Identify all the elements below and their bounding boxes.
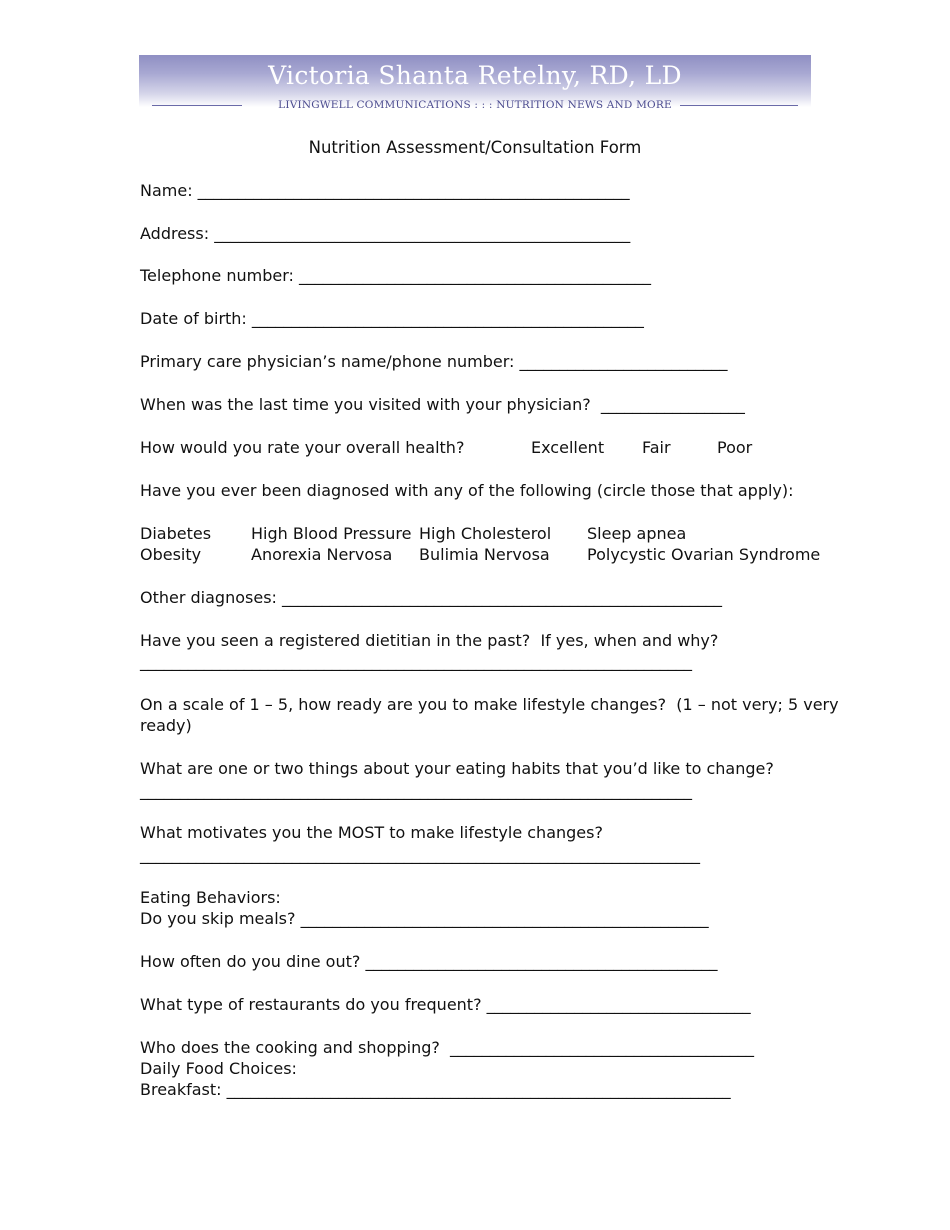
diagnosis-diabetes[interactable]: Diabetes xyxy=(140,524,212,543)
letterhead-banner xyxy=(139,55,811,111)
diagnosis-anorexia-nervosa[interactable]: Anorexia Nervosa xyxy=(251,545,393,564)
daily-food-heading: Daily Food Choices: xyxy=(140,1059,297,1078)
overall-health-question: How would you rate your overall health? xyxy=(140,438,465,457)
diagnosis-obesity[interactable]: Obesity xyxy=(140,545,202,564)
dietitian-answer-line[interactable]: _____________________________________________________________________ xyxy=(140,652,692,671)
address-field[interactable]: Address: ____________________________________________________ xyxy=(140,224,631,243)
date-of-birth-field[interactable]: Date of birth: _________________________________________________ xyxy=(140,309,644,328)
telephone-field[interactable]: Telephone number: ____________________________________________ xyxy=(140,266,651,285)
rate-option-fair[interactable]: Fair xyxy=(642,438,671,457)
letterhead-name: Victoria Shanta Retelny, RD, LD xyxy=(268,61,682,90)
habits-question: What are one or two things about your eating habits that you’d like to change? xyxy=(140,759,774,778)
restaurants-field[interactable]: What type of restaurants do you frequent? _________________________________ xyxy=(140,995,751,1014)
dine-out-field[interactable]: How often do you dine out? ____________________________________________ xyxy=(140,952,718,971)
rate-option-poor[interactable]: Poor xyxy=(717,438,753,457)
dietitian-question: Have you seen a registered dietitian in the past? If yes, when and why? xyxy=(140,631,719,650)
eating-behaviors-heading: Eating Behaviors: xyxy=(140,888,281,907)
diagnosis-pcos[interactable]: Polycystic Ovarian Syndrome xyxy=(587,545,821,564)
scale-question: On a scale of 1 – 5, how ready are you to make lifestyle changes? (1 – not very; 5 very xyxy=(140,695,839,714)
motivates-question: What motivates you the MOST to make lifestyle changes? xyxy=(140,823,603,842)
form-title: Nutrition Assessment/Consultation Form xyxy=(308,138,642,157)
physician-field[interactable]: Primary care physician’s name/phone number: __________________________ xyxy=(140,352,728,371)
diagnosis-high-cholesterol[interactable]: High Cholesterol xyxy=(419,524,552,543)
diagnosis-high-blood-pressure[interactable]: High Blood Pressure xyxy=(251,524,412,543)
cooking-field[interactable]: Who does the cooking and shopping? ______________________________________ xyxy=(140,1038,755,1057)
letterhead-tagline: LIVINGWELL COMMUNICATIONS : : : NUTRITION NEWS AND MORE xyxy=(278,99,672,111)
last-visit-field[interactable]: When was the last time you visited with your physician? __________________ xyxy=(140,395,745,414)
motivates-answer-line[interactable]: ______________________________________________________________________ xyxy=(140,845,700,864)
other-diagnoses-field[interactable]: Other diagnoses: _______________________________________________________ xyxy=(140,588,722,607)
name-field[interactable]: Name: ______________________________________________________ xyxy=(140,181,630,200)
scale-question-continued: ready) xyxy=(140,716,192,735)
skip-meals-field[interactable]: Do you skip meals? ___________________________________________________ xyxy=(140,909,709,928)
rate-option-excellent[interactable]: Excellent xyxy=(531,438,605,457)
diagnosis-sleep-apnea[interactable]: Sleep apnea xyxy=(587,524,687,543)
habits-answer-line[interactable]: _____________________________________________________________________ xyxy=(140,781,692,800)
diagnosis-bulimia-nervosa[interactable]: Bulimia Nervosa xyxy=(419,545,550,564)
diagnosed-question: Have you ever been diagnosed with any of the following (circle those that apply): xyxy=(140,481,794,500)
breakfast-field[interactable]: Breakfast: _______________________________________________________________ xyxy=(140,1080,731,1099)
